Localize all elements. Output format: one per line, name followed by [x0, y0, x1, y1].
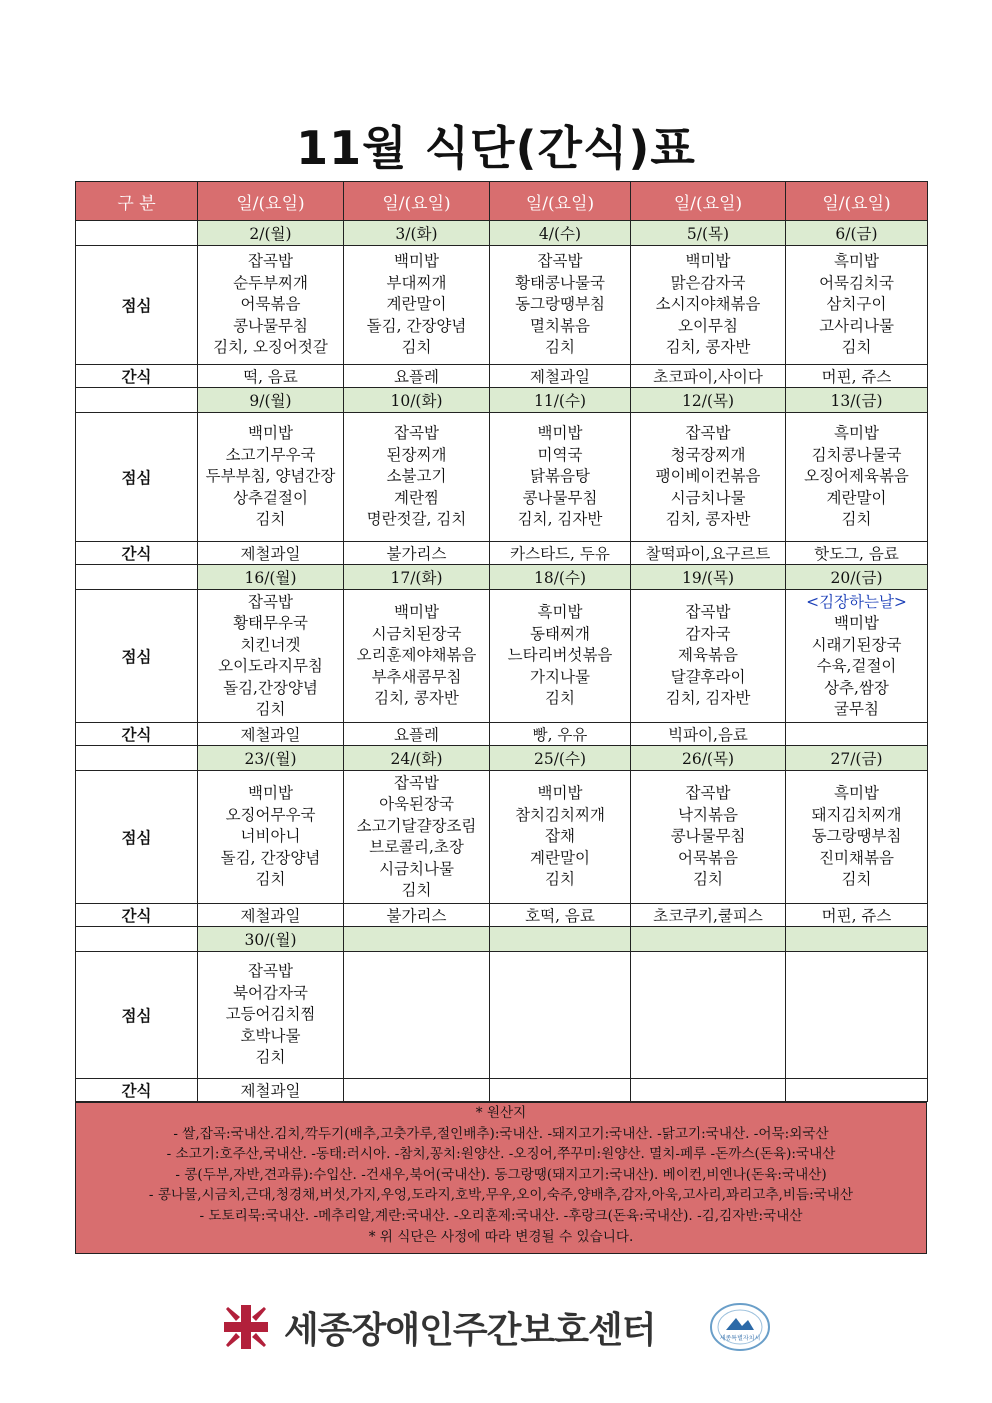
menu-item: 백미밥	[537, 784, 583, 803]
lunch-cell	[631, 246, 786, 365]
header-day-col: 일/(요일)	[631, 182, 786, 221]
lunch-label: 점심	[76, 771, 198, 904]
menu-item: 참치김치찌개	[515, 805, 605, 824]
menu-item: 흑미밥	[834, 252, 879, 271]
lunch-cell	[490, 771, 631, 904]
date-cell: 9/(월)	[198, 388, 344, 413]
menu-item: 백미밥	[248, 424, 293, 443]
origin-line: - 소고기:호주산,국내산. -동태:러시아. -참치,꽁치:원양산. -오징어,쭈꾸미:원양산. 멸치-페루 -돈까스(돈육):국내산	[166, 1146, 836, 1163]
snack-label: 간식	[76, 365, 198, 388]
menu-item: 팽이베이컨볶음	[655, 467, 761, 486]
menu-item: 백미밥	[394, 252, 439, 271]
date-cell: 3/(화)	[344, 221, 490, 246]
date-cell: 26/(목)	[631, 746, 786, 771]
sejong-city-seal-icon	[708, 1302, 772, 1352]
lunch-cell	[631, 413, 786, 542]
snack-row	[76, 1079, 928, 1102]
menu-item: 잡곡밥	[394, 424, 439, 443]
date-cell: 4/(수)	[490, 221, 631, 246]
snack-cell	[490, 1079, 631, 1102]
snack-cell: 머핀, 쥬스	[786, 904, 928, 927]
menu-item: 아욱된장국	[379, 795, 454, 813]
snack-cell	[786, 1079, 928, 1102]
lunch-cell	[786, 590, 928, 723]
menu-item: 백미밥	[248, 784, 293, 803]
menu-item: 김치, 콩자반	[665, 338, 751, 357]
menu-item: 두부부침, 양념간장	[205, 467, 336, 486]
menu-item: 황태콩나물국	[515, 273, 605, 292]
menu-item: 감자국	[685, 624, 731, 643]
snack-cell: 초코쿠키,쿨피스	[631, 904, 786, 927]
menu-item: 달걀후라이	[670, 667, 746, 686]
lunch-cell	[198, 246, 344, 365]
menu-item: 치킨너겟	[240, 635, 301, 654]
lunch-cell	[490, 413, 631, 542]
date-cell: 20/(금)	[786, 565, 928, 590]
menu-item: 수육,겉절이	[816, 657, 897, 675]
menu-item: 어묵볶음	[240, 295, 301, 314]
menu-item: 백미밥	[685, 252, 731, 271]
menu-item: 계란말이	[530, 848, 590, 867]
date-row-label	[76, 746, 198, 771]
snack-cell: 제철과일	[198, 542, 344, 565]
date-row-label	[76, 388, 198, 413]
lunch-row	[76, 590, 928, 723]
lunch-label: 점심	[76, 952, 198, 1079]
menu-item: 된장찌개	[386, 445, 447, 464]
lunch-row	[76, 246, 928, 365]
lunch-cell	[344, 246, 490, 365]
menu-item: 맑은감자국	[670, 273, 746, 292]
snack-cell: 카스타드, 두유	[490, 542, 631, 565]
menu-item: 오징어무우국	[225, 805, 316, 824]
date-cell: 11/(수)	[490, 388, 631, 413]
snack-label: 간식	[76, 542, 198, 565]
menu-item: 잡곡밥	[685, 424, 731, 443]
date-cell	[786, 927, 928, 952]
menu-item: 김치, 김자반	[517, 510, 603, 529]
menu-item: 흑미밥	[834, 424, 879, 443]
snack-row	[76, 365, 928, 388]
org-name: 세종장애인주간보호센터	[284, 1310, 656, 1351]
menu-item: 김치	[841, 870, 872, 889]
menu-item: 김치	[841, 510, 872, 529]
menu-table	[75, 181, 928, 1102]
menu-item: 진미채볶음	[819, 848, 894, 867]
snack-cell: 제철과일	[198, 1079, 344, 1102]
menu-item: 잡곡밥	[394, 773, 439, 792]
menu-item: 백미밥	[834, 614, 879, 632]
menu-item: 소시지야채볶음	[655, 295, 761, 314]
menu-item: 잡곡밥	[685, 784, 731, 803]
menu-item: 청국장찌개	[670, 445, 746, 464]
menu-item: 김치, 오징어젓갈	[213, 338, 328, 357]
lunch-cell	[786, 952, 928, 1079]
origin-line: - 쌀,잡곡:국내산.김치,깍두기(배추,고춧가루,절인배추):국내산. -돼지고기:국내산. -닭고기:국내산. -어묵:외국산	[173, 1125, 829, 1142]
menu-item: 오리훈제야채볶음	[356, 646, 477, 665]
menu-item: 멸치볶음	[530, 316, 590, 335]
snack-cell: 제철과일	[490, 365, 631, 388]
menu-item: 시금치나물	[670, 488, 746, 507]
page-title: 11월 식단(간식)표	[296, 121, 696, 175]
origin-info-box	[75, 1102, 927, 1254]
snack-cell	[786, 723, 928, 746]
seal-text: 세종특별자치시	[719, 1335, 761, 1342]
menu-item: 김치	[693, 870, 723, 889]
menu-item: 잡곡밥	[248, 962, 293, 981]
menu-item: 부추새콤무침	[371, 667, 462, 686]
menu-item: 돌김, 간장양념	[366, 316, 467, 335]
header-day-col: 일/(요일)	[490, 182, 631, 221]
date-cell: 18/(수)	[490, 565, 631, 590]
menu-item: 동그랑땡부침	[515, 295, 605, 314]
date-cell: 19/(목)	[631, 565, 786, 590]
lunch-label: 점심	[76, 590, 198, 723]
date-row	[76, 221, 928, 246]
snack-cell: 떡, 음료	[198, 365, 344, 388]
menu-item: 상추,쌈장	[824, 678, 889, 697]
lunch-cell	[344, 413, 490, 542]
menu-item: 어묵김치국	[819, 273, 894, 292]
header-row	[76, 182, 928, 221]
origin-line: - 콩나물,시금치,근대,청경채,버섯,가지,우엉,도라지,호박,무우,오이,숙주,양배추,감자,아욱,고사리,꽈리고추,비듬:국내산	[148, 1187, 854, 1204]
menu-item: 너비아니	[240, 827, 301, 846]
snack-cell: 불가리스	[344, 904, 490, 927]
lunch-row	[76, 413, 928, 542]
date-cell: 25/(수)	[490, 746, 631, 771]
origin-line: - 도토리묵:국내산. -메추리알,계란:국내산. -오리훈제:국내산. -후랑크(돈육:국내산). -김,김자반:국내산	[199, 1207, 803, 1224]
lunch-cell	[490, 590, 631, 723]
lunch-cell	[198, 952, 344, 1079]
menu-item: 닭볶음탕	[530, 467, 590, 486]
menu-item: 동태찌개	[530, 624, 590, 643]
menu-item: 잡곡밥	[685, 603, 731, 622]
menu-item: 느타리버섯볶음	[507, 646, 613, 665]
date-cell: 23/(월)	[198, 746, 344, 771]
date-row-label	[76, 927, 198, 952]
menu-item: 명란젓갈, 김치	[366, 510, 467, 529]
menu-item: 낙지볶음	[678, 805, 738, 824]
menu-item: 김치, 김자반	[665, 689, 751, 708]
menu-item: 김치	[545, 338, 575, 357]
menu-item: 계란말이	[386, 295, 447, 314]
menu-item: 시래기된장국	[811, 635, 902, 654]
date-row	[76, 746, 928, 771]
menu-item: 호박나물	[240, 1026, 301, 1045]
menu-item: 오이무침	[678, 316, 738, 335]
menu-item: 소고기무우국	[225, 445, 316, 464]
lunch-cell	[631, 952, 786, 1079]
menu-item: 오이도라지무침	[218, 657, 323, 675]
menu-item: 김치	[841, 338, 872, 357]
menu-item: 상추겉절이	[233, 488, 308, 507]
snack-cell: 핫도그, 음료	[786, 542, 928, 565]
lunch-label: 점심	[76, 413, 198, 542]
date-cell: 12/(목)	[631, 388, 786, 413]
lunch-label: 점심	[76, 246, 198, 365]
snack-cell: 요플레	[344, 723, 490, 746]
snack-label: 간식	[76, 723, 198, 746]
menu-item: 잡채	[545, 827, 575, 846]
menu-item: 잡곡밥	[248, 252, 293, 271]
snack-label: 간식	[76, 1079, 198, 1102]
menu-item: 흑미밥	[834, 784, 879, 803]
menu-item: 소고기달걀장조림	[356, 816, 477, 835]
special-day-note: <김장하는날>	[806, 592, 907, 611]
date-cell	[344, 927, 490, 952]
menu-item: 고사리나물	[819, 316, 894, 335]
date-row	[76, 388, 928, 413]
caritas-cross-logo-icon	[222, 1303, 270, 1351]
snack-cell: 불가리스	[344, 542, 490, 565]
date-cell	[631, 927, 786, 952]
date-cell: 13/(금)	[786, 388, 928, 413]
date-row	[76, 927, 928, 952]
menu-item: 잡곡밥	[537, 252, 583, 271]
menu-item: 고등어김치찜	[225, 1005, 316, 1024]
menu-item: 계란찜	[394, 488, 439, 507]
lunch-cell	[786, 413, 928, 542]
menu-item: 소불고기	[386, 467, 447, 486]
menu-item: 김치	[401, 881, 432, 899]
snack-row	[76, 542, 928, 565]
menu-item: 시금치나물	[379, 859, 454, 878]
date-cell: 2/(월)	[198, 221, 344, 246]
date-cell: 6/(금)	[786, 221, 928, 246]
date-row	[76, 565, 928, 590]
menu-item: 김치	[255, 870, 286, 889]
header-day-col: 일/(요일)	[198, 182, 344, 221]
snack-cell	[631, 1079, 786, 1102]
menu-item: 부대찌개	[386, 273, 447, 292]
menu-item: 돼지김치찌개	[811, 805, 902, 824]
menu-item: 시금치된장국	[371, 624, 462, 643]
lunch-cell	[344, 771, 490, 904]
menu-item: 미역국	[537, 445, 583, 464]
snack-cell: 찰떡파이,요구르트	[631, 542, 786, 565]
snack-cell: 호떡, 음료	[490, 904, 631, 927]
menu-item: 돌김, 간장양념	[220, 848, 321, 867]
menu-item: 콩나물무침	[522, 488, 598, 507]
menu-item: 가지나물	[530, 667, 590, 686]
menu-item: 백미밥	[537, 424, 583, 443]
snack-cell	[344, 1079, 490, 1102]
menu-item: 콩나물무침	[233, 316, 308, 335]
lunch-cell	[198, 771, 344, 904]
snack-cell: 빅파이,음료	[631, 723, 786, 746]
date-cell: 17/(화)	[344, 565, 490, 590]
menu-item: 북어감자국	[233, 983, 308, 1002]
date-cell: 27/(금)	[786, 746, 928, 771]
header-category: 구 분	[76, 182, 198, 221]
menu-item: 삼치구이	[826, 295, 887, 314]
menu-item: 백미밥	[394, 603, 439, 622]
date-row-label	[76, 221, 198, 246]
menu-item: 김치	[255, 1048, 286, 1067]
snack-cell: 제철과일	[198, 904, 344, 927]
snack-row	[76, 723, 928, 746]
menu-item: 김치	[255, 510, 286, 529]
origin-heading: * 원산지	[475, 1105, 527, 1121]
lunch-cell	[344, 590, 490, 723]
header-day-col: 일/(요일)	[344, 182, 490, 221]
lunch-cell	[786, 771, 928, 904]
lunch-cell	[631, 590, 786, 723]
menu-item: 계란말이	[826, 488, 887, 507]
menu-item: 순두부찌개	[233, 273, 308, 292]
menu-item: 흑미밥	[537, 603, 583, 622]
snack-cell: 요플레	[344, 365, 490, 388]
lunch-cell	[786, 246, 928, 365]
snack-cell: 머핀, 쥬스	[786, 365, 928, 388]
origin-note: * 위 식단은 사정에 따라 변경될 수 있습니다.	[368, 1228, 634, 1245]
menu-item: 김치	[255, 700, 286, 718]
menu-item: 김치	[401, 338, 432, 357]
menu-item: 오징어제육볶음	[804, 467, 909, 486]
lunch-cell	[198, 413, 344, 542]
date-cell: 5/(목)	[631, 221, 786, 246]
lunch-cell	[344, 952, 490, 1079]
snack-cell: 제철과일	[198, 723, 344, 746]
lunch-cell	[490, 952, 631, 1079]
lunch-cell	[198, 590, 344, 723]
snack-row	[76, 904, 928, 927]
lunch-row	[76, 771, 928, 904]
menu-item: 황태무우국	[233, 614, 308, 632]
menu-item: 굴무침	[834, 700, 879, 718]
menu-item: 제육볶음	[678, 646, 738, 665]
lunch-cell	[490, 246, 631, 365]
menu-item: 김치	[545, 689, 575, 708]
header-day-col: 일/(요일)	[786, 182, 928, 221]
snack-cell: 초코파이,사이다	[631, 365, 786, 388]
date-cell: 24/(화)	[344, 746, 490, 771]
lunch-row	[76, 952, 928, 1079]
snack-cell: 빵, 우유	[490, 723, 631, 746]
menu-item: 김치, 콩자반	[374, 689, 459, 708]
date-cell: 10/(화)	[344, 388, 490, 413]
date-row-label	[76, 565, 198, 590]
origin-line: - 콩(두부,자반,견과류):수입산. -건새우,북어(국내산). 동그랑땡(돼지고기:국내산). 베이컨,비엔나(돈육:국내산)	[175, 1166, 827, 1183]
date-cell: 30/(월)	[198, 927, 344, 952]
menu-item: 어묵볶음	[678, 848, 738, 867]
snack-label: 간식	[76, 904, 198, 927]
date-cell: 16/(월)	[198, 565, 344, 590]
menu-item: 브로콜리,초장	[369, 838, 464, 856]
menu-item: 잡곡밥	[248, 592, 293, 611]
menu-item: 김치	[545, 870, 575, 889]
menu-item: 돌김,간장양념	[223, 678, 318, 697]
menu-item: 김치, 콩자반	[665, 510, 751, 529]
date-cell	[490, 927, 631, 952]
lunch-cell	[631, 771, 786, 904]
menu-item: 동그랑땡부침	[811, 827, 902, 846]
menu-item: 콩나물무침	[670, 827, 746, 846]
menu-item: 김치콩나물국	[811, 445, 902, 464]
